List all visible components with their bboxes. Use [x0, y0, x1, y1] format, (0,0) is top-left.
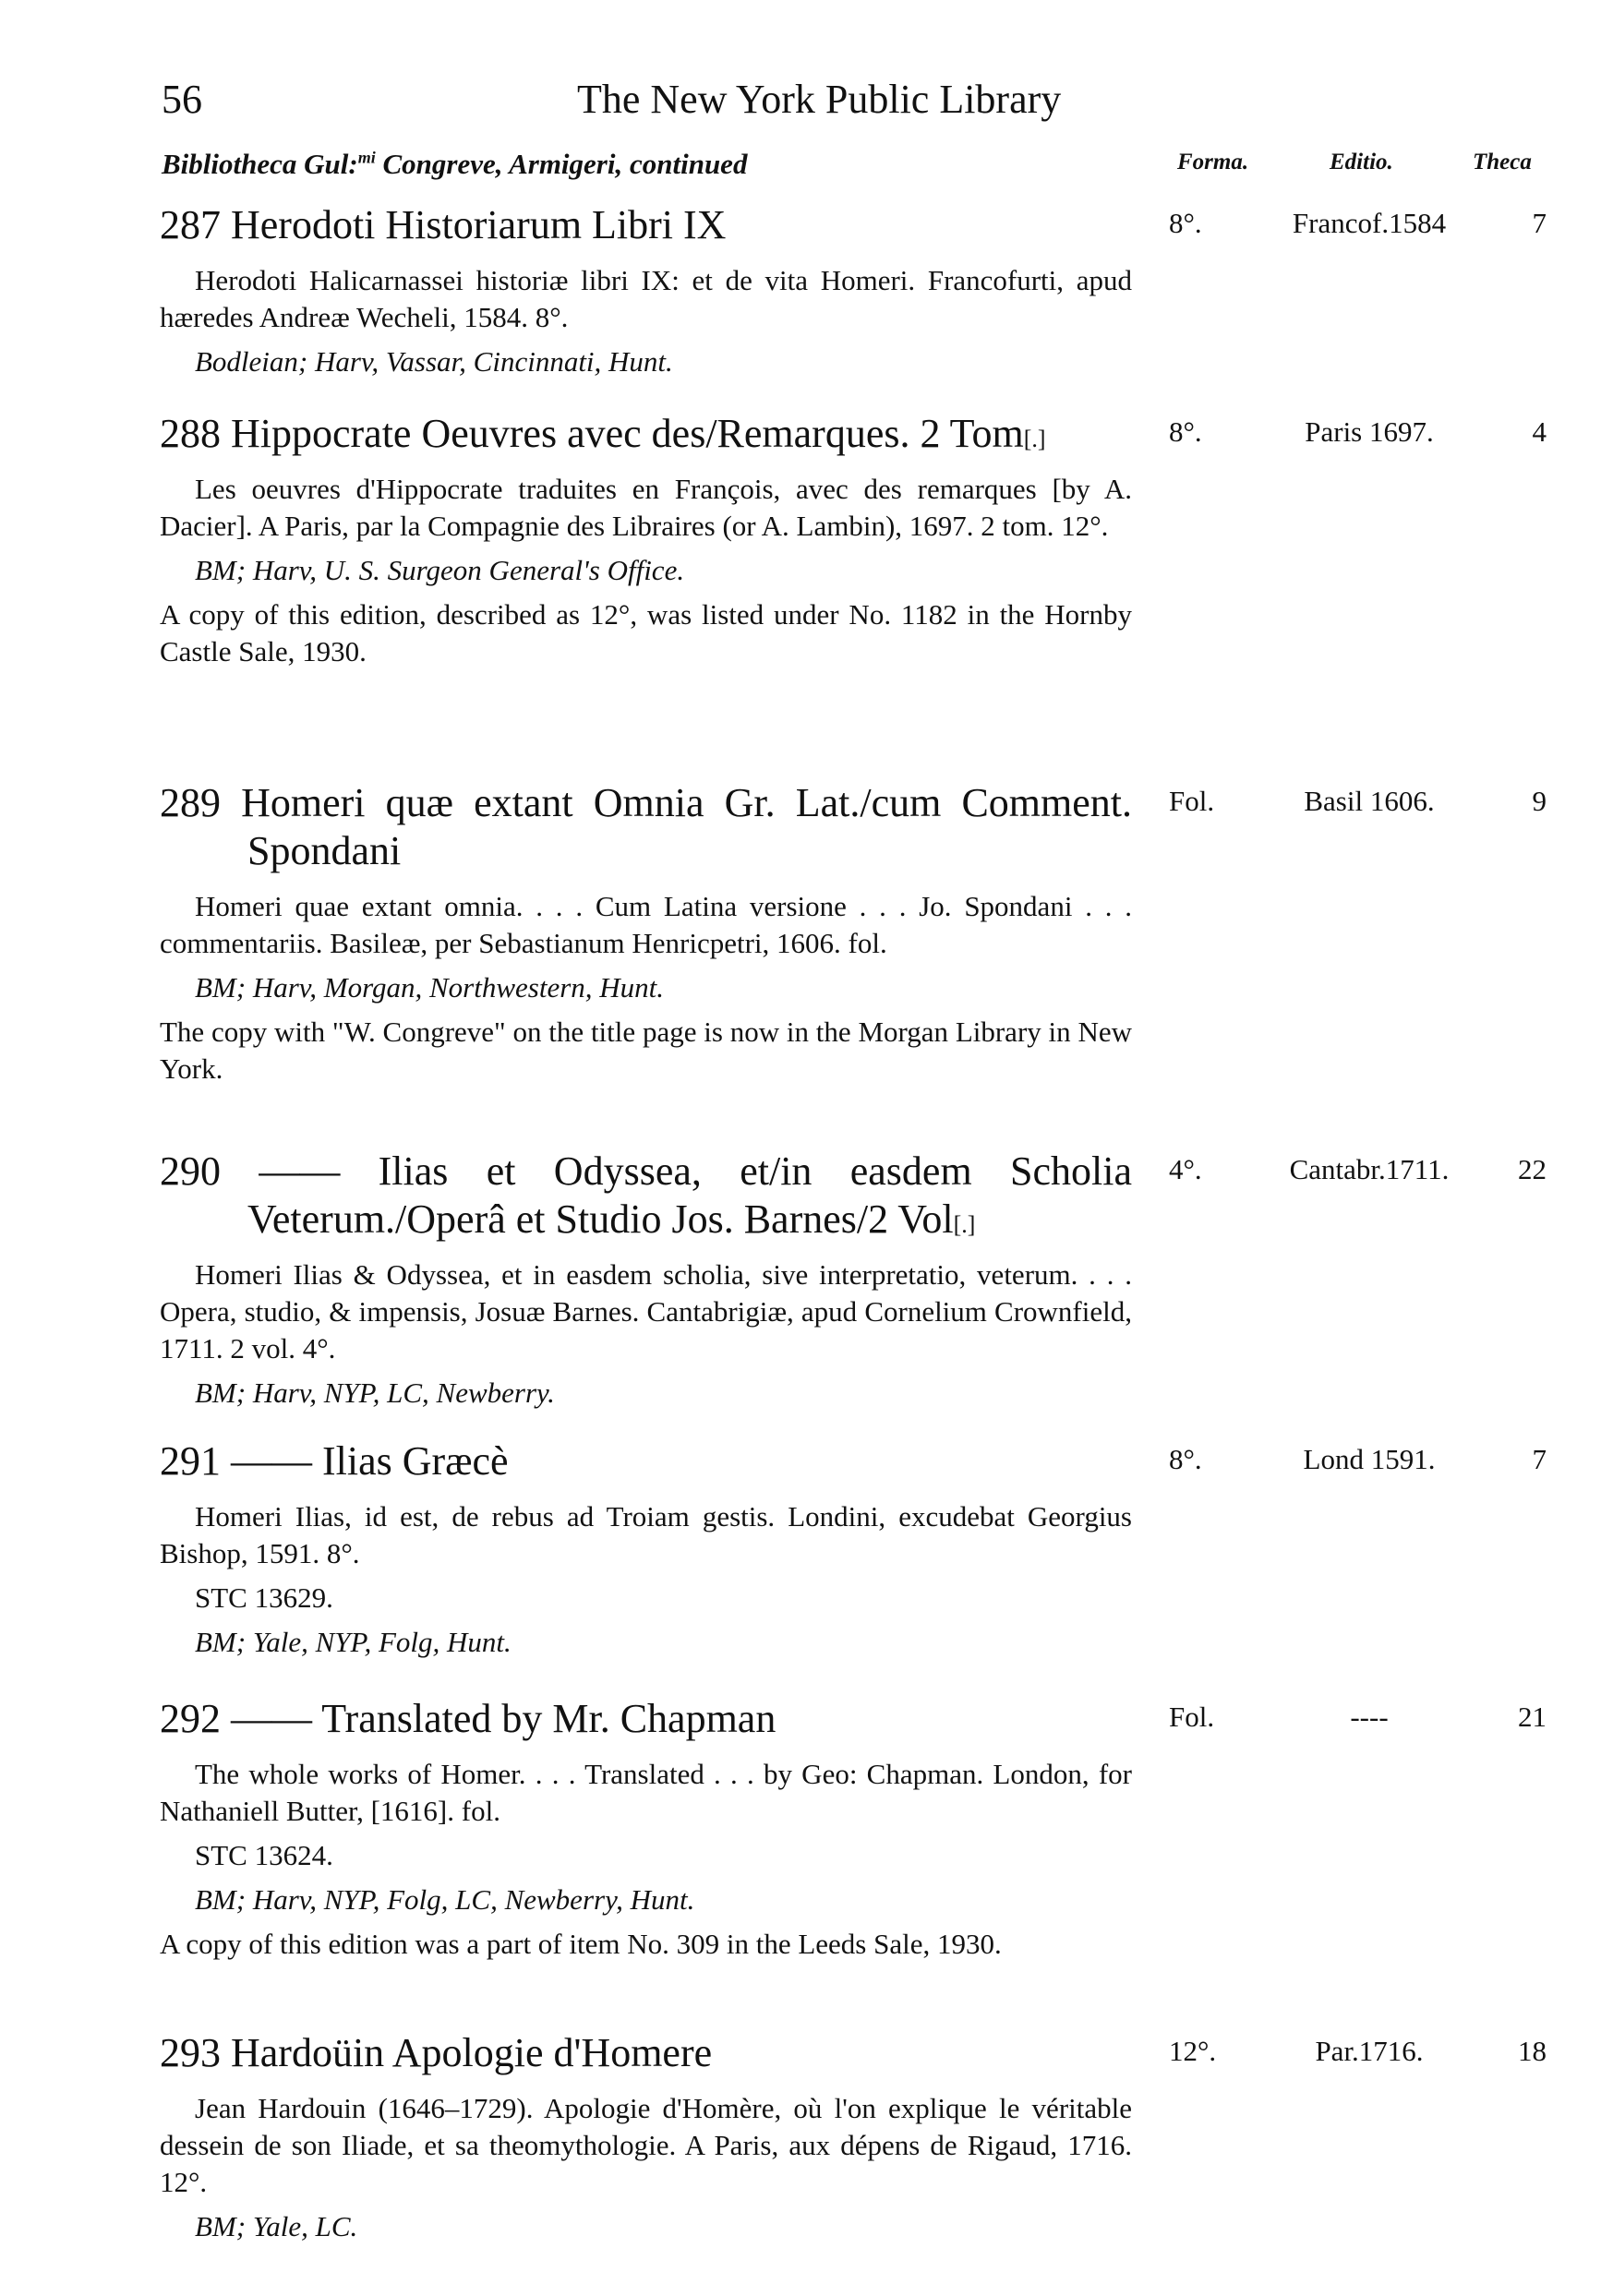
entry-stc: STC 13629. [195, 1581, 333, 1614]
entry-title-text: 293 Hardoüin Apologie d'Homere [160, 2030, 713, 2075]
entry-forma: 8°. [1169, 415, 1202, 448]
entry-title [160, 201, 1132, 255]
entry-editio: Lond 1591. [1303, 1443, 1436, 1475]
catalogue-entry [160, 410, 1600, 670]
entry-title [160, 1437, 1132, 1491]
entry-holdings: BM; Harv, NYP, LC, Newberry. [195, 1376, 555, 1409]
entry-note: A copy of this edition, described as 12°, was listed under No. 1182 in the Hornby Castle Sale, 1930. [160, 598, 1132, 667]
entry-editio: Paris 1697. [1305, 415, 1434, 448]
entry-theca: 9 [1532, 785, 1547, 817]
entry-title-text: 292 —— Translated by Mr. Chapman [160, 1696, 776, 1741]
entry-title [160, 410, 1132, 463]
entry-description: Homeri Ilias & Odyssea, et in easdem scholia, sive interpretatio, veterum. . . . Opera, studio, & impensis, Josuæ Barnes. Cantabrigiæ, apud Cornelium Crownfield, 1711. 2 vol. 4°. [160, 1258, 1132, 1364]
entry-holdings: BM; Yale, NYP, Folg, Hunt. [195, 1626, 512, 1658]
subheader-sup: mi [357, 148, 376, 167]
entry-note: The copy with "W. Congreve" on the title page is now in the Morgan Library in New York. [160, 1016, 1132, 1085]
entry-title-tail: [.] [1023, 426, 1046, 452]
column-header-editio: Editio. [1330, 150, 1393, 174]
subheader-suffix: Congreve, Armigeri, continued [375, 148, 748, 180]
entry-editio: Francof.1584 [1292, 207, 1447, 239]
entry-forma: Fol. [1169, 785, 1215, 817]
entry-stc: STC 13624. [195, 1839, 333, 1871]
running-title: The New York Public Library [577, 77, 1062, 122]
entry-forma: 8°. [1169, 207, 1202, 239]
entry-theca: 4 [1532, 415, 1547, 448]
entry-editio: ---- [1350, 1701, 1389, 1733]
entry-theca: 7 [1532, 1443, 1547, 1475]
entry-title-text: 288 Hippocrate Oeuvres avec des/Remarques. 2 Tom [160, 411, 1024, 456]
column-header-theca: Theca [1473, 150, 1532, 174]
entry-title [160, 2029, 1132, 2083]
section-subheader [162, 148, 747, 181]
catalogue-entry [160, 2029, 1600, 2245]
entry-theca: 7 [1532, 207, 1547, 239]
entry-forma: 12°. [1169, 2035, 1217, 2067]
subheader-prefix: Bibliotheca Gul: [162, 148, 358, 180]
entry-note: A copy of this edition was a part of item No. 309 in the Leeds Sale, 1930. [160, 1928, 1002, 1960]
entry-description: The whole works of Homer. . . . Translated . . . by Geo: Chapman. London, for Nathaniell Butter, [1616]. fol. [160, 1758, 1132, 1827]
entry-title-text: 290 —— Ilias et Odyssea, et/in easdem Scholia Veterum./Operâ et Studio Jos. Barnes/2 Vol [160, 1148, 1132, 1242]
entry-holdings: BM; Harv, U. S. Surgeon General's Office. [195, 554, 685, 586]
entry-description: Homeri Ilias, id est, de rebus ad Troiam gestis. Londini, excudebat Georgius Bishop, 1591. 8°. [160, 1500, 1132, 1569]
entry-title [160, 1695, 1132, 1749]
entry-editio: Cantabr.1711. [1289, 1153, 1450, 1185]
entry-description: Homeri quae extant omnia. . . . Cum Latina versione . . . Jo. Spondani . . . commentariis. Basileæ, per Sebastianum Henricpetri, 1606. fol. [160, 890, 1132, 959]
entry-description: Jean Hardouin (1646–1729). Apologie d'Homère, où l'on explique le véritable dessein de son Iliade, et sa theomythologie. A Paris, aux dépens de Rigaud, 1716. 12°. [160, 2092, 1132, 2198]
entry-theca: 18 [1518, 2035, 1547, 2067]
entry-description: Herodoti Halicarnassei historiæ libri IX: et de vita Homeri. Francofurti, apud hæredes Andreæ Wecheli, 1584. 8°. [160, 264, 1132, 333]
entry-forma: 4°. [1169, 1153, 1202, 1185]
entry-forma: Fol. [1169, 1701, 1215, 1733]
entry-holdings: Bodleian; Harv, Vassar, Cincinnati, Hunt. [195, 345, 673, 378]
entry-title-text: 289 Homeri quæ extant Omnia Gr. Lat./cum Comment. Spondani [160, 780, 1132, 873]
catalogue-entry [160, 1148, 1600, 1412]
entry-title [160, 779, 1132, 881]
entry-theca: 21 [1518, 1701, 1547, 1733]
column-header-forma: Forma. [1177, 150, 1249, 174]
entry-holdings: BM; Harv, NYP, Folg, LC, Newberry, Hunt. [195, 1883, 695, 1916]
entry-editio: Par.1716. [1315, 2035, 1424, 2067]
entry-title [160, 1148, 1132, 1249]
page-number: 56 [162, 77, 202, 122]
entry-theca: 22 [1518, 1153, 1547, 1185]
entry-holdings: BM; Harv, Morgan, Northwestern, Hunt. [195, 971, 665, 1004]
catalogue-entry [160, 1437, 1600, 1661]
entry-title-text: 287 Herodoti Historiarum Libri IX [160, 202, 727, 247]
catalogue-entry [160, 779, 1600, 1088]
entry-editio: Basil 1606. [1304, 785, 1435, 817]
entry-title-text: 291 —— Ilias Græcè [160, 1438, 509, 1484]
entry-holdings: BM; Yale, LC. [195, 2210, 358, 2242]
entry-description: Les oeuvres d'Hippocrate traduites en François, avec des remarques [by A. Dacier]. A Paris, par la Compagnie des Libraires (or A. Lambin), 1697. 2 tom. 12°. [160, 473, 1132, 542]
entry-title-tail: [.] [953, 1211, 976, 1238]
entry-forma: 8°. [1169, 1443, 1202, 1475]
catalogue-entry [160, 201, 1600, 380]
catalogue-entry [160, 1695, 1600, 1963]
